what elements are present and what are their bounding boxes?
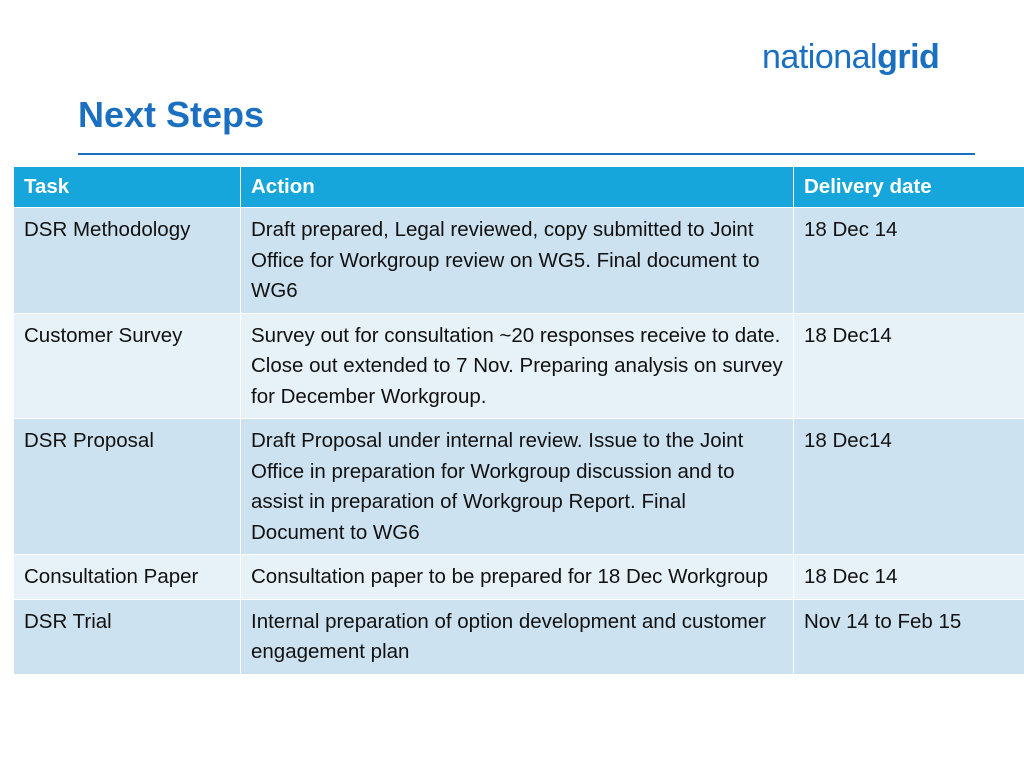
- cell-task: Customer Survey: [14, 313, 241, 419]
- next-steps-table-container: [13, 166, 1024, 675]
- page-title: Next Steps: [78, 94, 265, 135]
- cell-delivery-date: Nov 14 to Feb 15: [794, 599, 1024, 674]
- logo-text-national: national: [762, 38, 878, 76]
- cell-action: Survey out for consultation ~20 responses receive to date. Close out extended to 7 Nov. Preparing analysis on survey for December Workgroup.: [241, 313, 794, 419]
- cell-task: DSR Methodology: [14, 208, 241, 314]
- cell-task: DSR Proposal: [14, 419, 241, 555]
- cell-delivery-date: 18 Dec14: [794, 419, 1024, 555]
- table-row: [14, 313, 1024, 419]
- cell-task: DSR Trial: [14, 599, 241, 674]
- title-divider: [78, 153, 975, 155]
- cell-delivery-date: 18 Dec14: [794, 313, 1024, 419]
- table-header-row: [14, 167, 1024, 208]
- header-action: Action: [241, 167, 794, 208]
- header-delivery-date: Delivery date: [794, 167, 1024, 208]
- table-row: [14, 208, 1024, 314]
- cell-delivery-date: 18 Dec 14: [794, 208, 1024, 314]
- cell-task: Consultation Paper: [14, 555, 241, 600]
- header-task: Task: [14, 167, 241, 208]
- cell-action: Draft prepared, Legal reviewed, copy submitted to Joint Office for Workgroup review on WG5. Final document to WG6: [241, 208, 794, 314]
- nationalgrid-logo: [762, 38, 939, 77]
- logo-text-grid: grid: [877, 38, 940, 76]
- cell-delivery-date: 18 Dec 14: [794, 555, 1024, 600]
- table-row: [14, 599, 1024, 674]
- table-row: [14, 555, 1024, 600]
- cell-action: Draft Proposal under internal review. Issue to the Joint Office in preparation for Workgroup discussion and to assist in preparation of Workgroup Report. Final Document to WG6: [241, 419, 794, 555]
- next-steps-table: [13, 166, 1024, 675]
- cell-action: Consultation paper to be prepared for 18 Dec Workgroup: [241, 555, 794, 600]
- cell-action: Internal preparation of option development and customer engagement plan: [241, 599, 794, 674]
- table-row: [14, 419, 1024, 555]
